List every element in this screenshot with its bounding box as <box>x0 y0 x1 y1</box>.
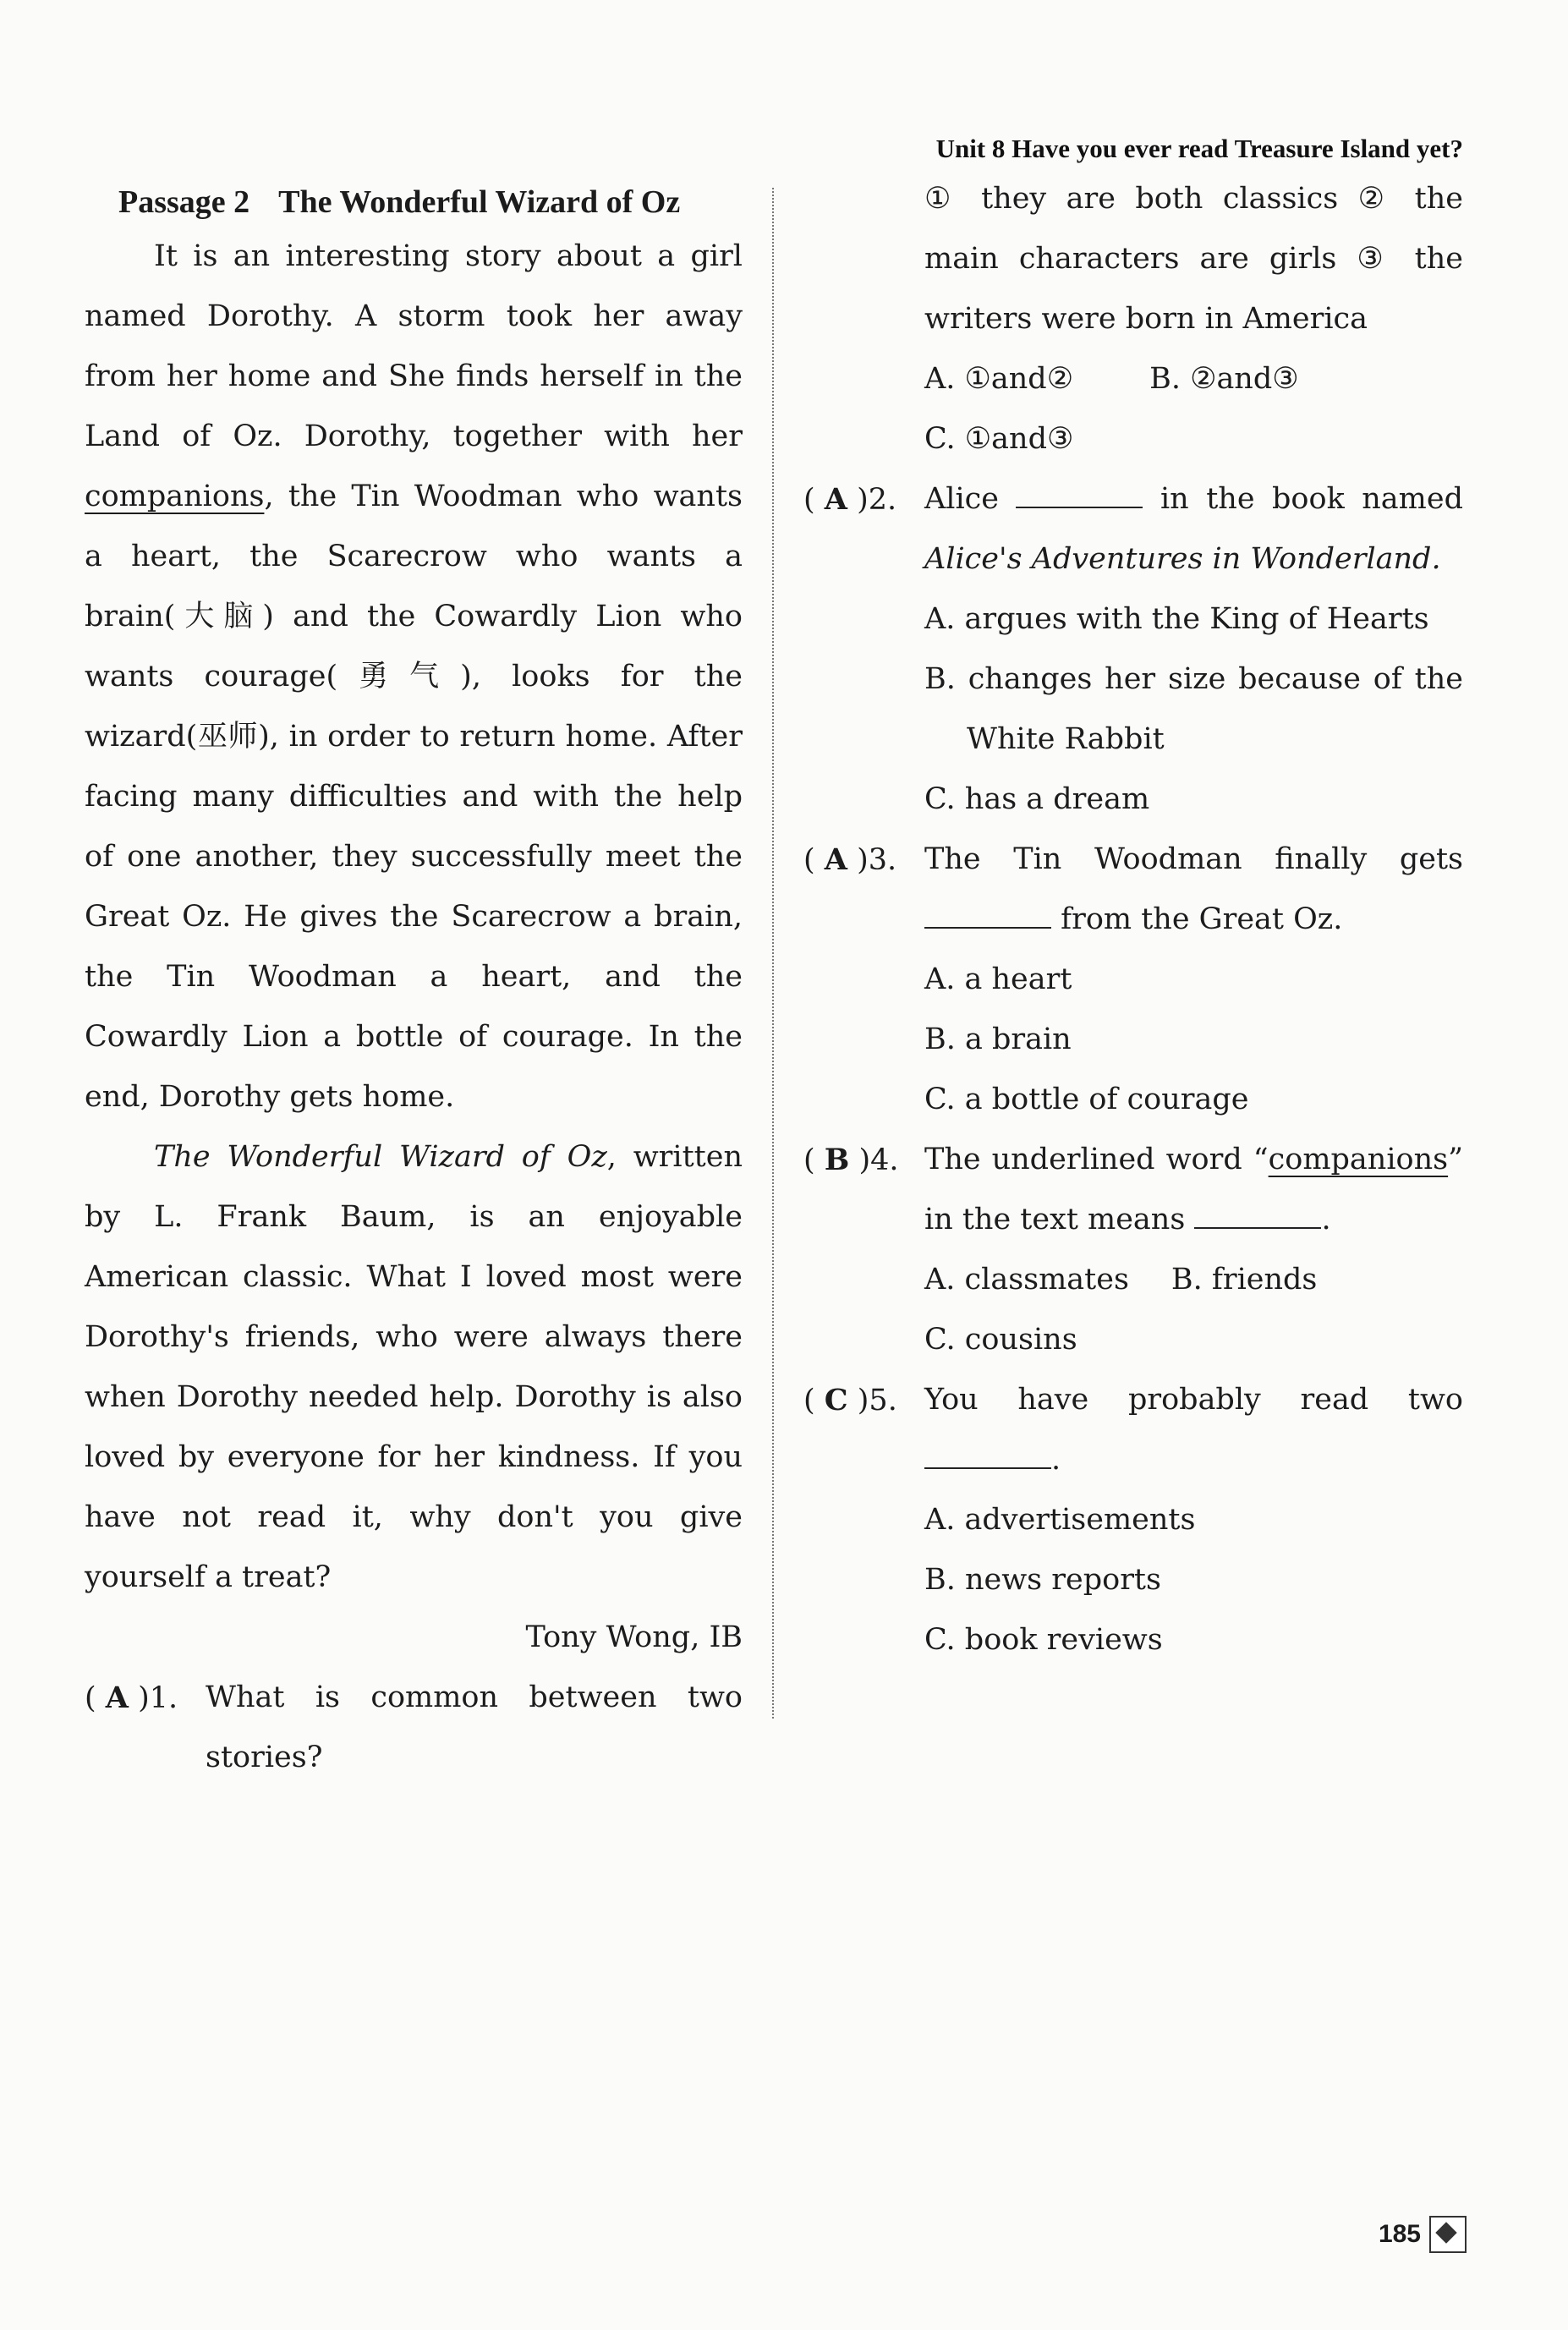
question-4: ( B )4. The underlined word “companions” in the text means . <box>803 1130 1463 1250</box>
diamond-logo-icon <box>1429 2216 1467 2253</box>
answer-letter: A <box>824 842 847 877</box>
paragraph-1: It is an interesting story about a girl named Dorothy. A storm took her away from her home and She finds herself in the Land of Oz. Dorothy, together with her companions, the Tin Woodman who wants a heart, the Scarecrow who wants a brain(大脑) and the Cowardly Lion who wants courage(勇气), looks for the wizard(巫师), in order to return home. After facing many difficulties and with the help of one another, they successfully meet the Great Oz. He gives the Scarecrow a brain, the Tin Woodman a heart, and the Cowardly Lion a bottle of courage. In the end, Dorothy gets home. <box>85 239 743 1114</box>
option-a: A. classmates <box>924 1263 1129 1297</box>
option-c: C. book reviews <box>924 1623 1163 1657</box>
option-a: A. ①and② <box>924 362 1074 396</box>
answer-blank <box>1194 1202 1321 1229</box>
option-a: A. a heart <box>924 962 1072 996</box>
option-b: B. changes her size because of the <box>924 662 1463 696</box>
page-number: 185 <box>1378 2220 1421 2248</box>
question-stem: The Tin Woodman finally gets <box>924 842 1463 876</box>
answer-bracket: ( A )1. <box>85 1680 178 1715</box>
answer-letter: A <box>824 482 847 517</box>
answer-blank <box>924 902 1051 929</box>
answer-letter: C <box>824 1383 848 1417</box>
answer-bracket: ( B )4. <box>803 1143 899 1177</box>
book-title: The Wonderful Wizard of Oz <box>154 1140 607 1174</box>
answer-blank <box>1016 481 1143 508</box>
q1-statement-line: ① they are both classics ② the <box>924 182 1463 216</box>
option-a: A. advertisements <box>924 1503 1196 1537</box>
question-stem: What is common between two stories? <box>206 1680 743 1774</box>
answer-bracket: ( C )5. <box>803 1383 897 1417</box>
option-a: A. argues with the King of Hearts <box>924 602 1429 636</box>
passage-name: The Wonderful Wizard of Oz <box>278 184 681 220</box>
q1-statement-line: writers were born in America <box>924 302 1368 336</box>
underlined-word: companions <box>1268 1143 1449 1176</box>
book-title: Alice's Adventures in Wonderland. <box>924 542 1441 576</box>
signature: Tony Wong, IB <box>525 1620 743 1654</box>
underlined-word: companions <box>85 480 265 513</box>
q4-options-ab <box>924 1250 1463 1310</box>
answer-blank <box>924 1442 1051 1469</box>
option-b-continued: White Rabbit <box>967 722 1165 756</box>
passage-title <box>118 178 743 227</box>
q1-statement-line: main characters are girls ③ the <box>924 242 1463 276</box>
option-c: C. has a dream <box>924 782 1150 816</box>
option-b: B. news reports <box>924 1563 1161 1597</box>
question-1 <box>85 1668 743 1788</box>
left-column <box>85 178 743 1788</box>
answer-letter: A <box>105 1680 129 1715</box>
option-c: C. a bottle of courage <box>924 1083 1249 1116</box>
right-column <box>803 178 1463 1670</box>
column-divider <box>772 188 774 1719</box>
question-stem: You have probably read two <box>924 1383 1463 1417</box>
question-stem: The underlined word “companions” <box>924 1143 1463 1176</box>
running-header: Unit 8 Have you ever read Treasure Island yet? <box>935 134 1463 163</box>
q1-options-ab <box>924 349 1463 409</box>
page-footer <box>1379 2216 1467 2253</box>
paragraph-2: The Wonderful Wizard of Oz, written by L. Frank Baum, is an enjoyable American classic. What I loved most were Dorothy's friends, who were always there when Dorothy needed help. Dorothy is also loved by everyone for her kindness. If you have not read it, why don't you give yourself a treat? <box>85 1140 743 1594</box>
question-stem: Alice in the book named <box>924 482 1463 516</box>
answer-letter: B <box>824 1143 850 1177</box>
question-2 <box>803 469 1463 589</box>
option-b: B. friends <box>1171 1263 1318 1297</box>
option-b: B. ②and③ <box>1149 362 1299 396</box>
answer-bracket: ( A )3. <box>803 842 897 877</box>
passage-label: Passage 2 <box>118 184 250 220</box>
option-c: C. ①and③ <box>924 422 1074 456</box>
question-5: ( C )5. You have probably read two . <box>803 1370 1463 1490</box>
option-c: C. cousins <box>924 1323 1077 1357</box>
option-b: B. a brain <box>924 1022 1072 1056</box>
question-3: ( A )3. The Tin Woodman finally gets from the Great Oz. <box>803 830 1463 950</box>
answer-bracket: ( A )2. <box>803 482 897 517</box>
